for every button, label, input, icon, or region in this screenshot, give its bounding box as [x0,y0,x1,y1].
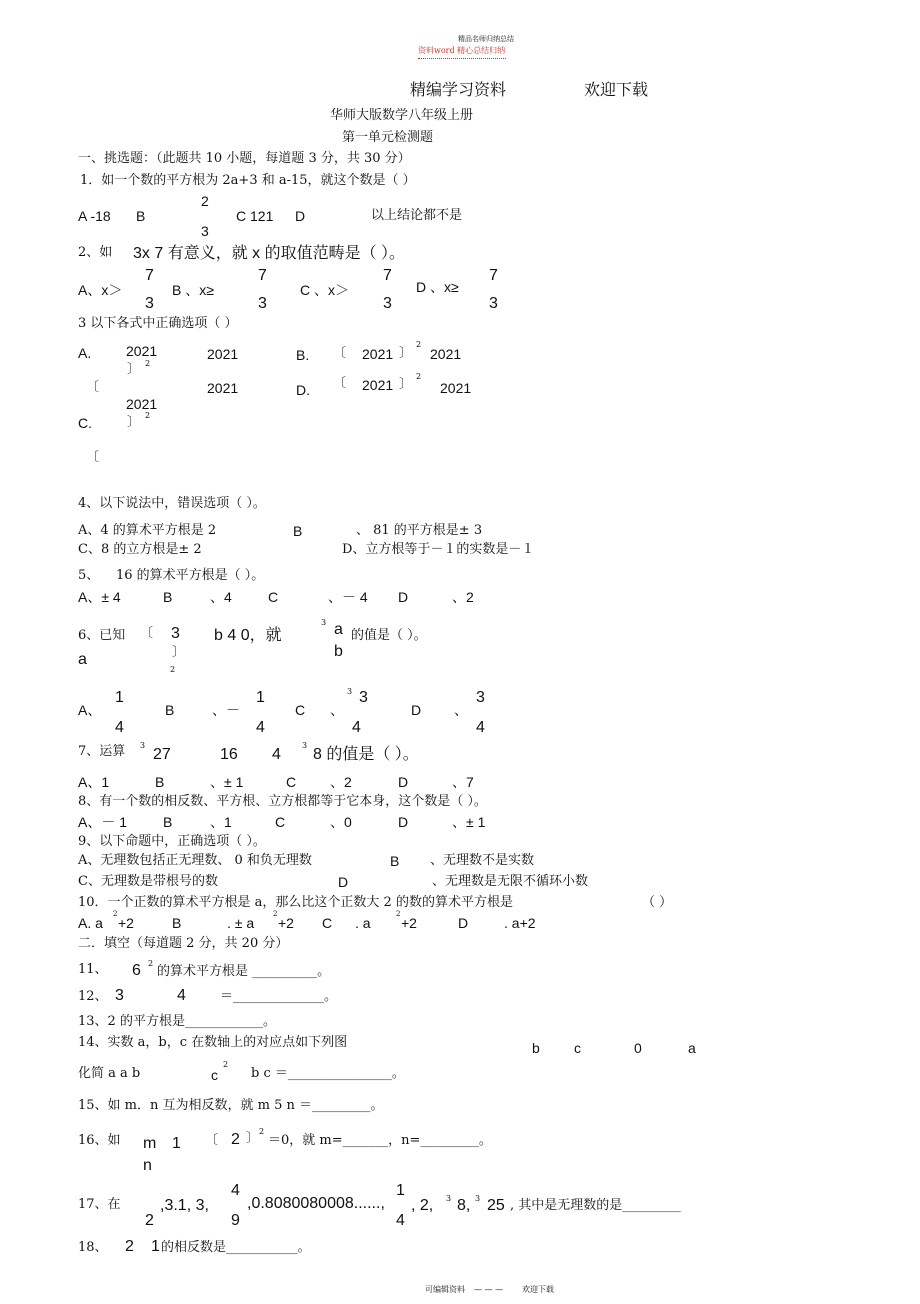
section1-heading: 一、挑选题：（此题共 10 小题，每道题 3 分，共 30 分） [78,151,411,166]
q5-option-c-val: 、－ 4 [328,589,368,605]
q12-pre: 12、 [78,989,108,1004]
q3-stem: 3 以下各式中正确选项（ ） [78,316,238,331]
banner-right: 欢迎下载 [584,80,649,99]
red-dotted-line [418,58,506,59]
q9-stem: 9、以下命题中，正确选项（ ）。 [78,834,266,849]
q8-option-b: B [163,814,173,830]
q10-option-d: D [458,915,469,931]
q18-two: 2 [125,1238,134,1255]
q9-option-d-text: 、无理数是无限不循环小数 [432,874,589,889]
q1-option-d: D [295,208,306,224]
q2-d-num: 7 [489,267,498,284]
q6-sup: 2 [170,665,176,674]
q7-4: 4 [272,746,281,763]
q1-stem: 1．如一个数的平方根为 2a+3 和 a-15，就这个数是（ ） [80,173,416,188]
q3-d-open: 〔 [333,376,347,391]
q3-c-close: 〕 [127,415,141,430]
q10-b-tail: +2 [278,915,294,931]
q10-a-sup: 2 [113,910,118,918]
q3-d-sup: 2 [416,372,422,381]
q5-option-b-val: 、4 [210,589,232,605]
q16-pre: 16、如 [78,1133,121,1148]
doc-subtitle: 第一单元检测题 [342,130,434,145]
q14-stem: 14、实数 a，b，c 在数轴上的对应点如下列图 [78,1035,348,1050]
q7-27: 27 [153,746,171,763]
q5-option-d: D [398,589,409,605]
q10-b-sup: 2 [273,910,278,918]
q10-c-sup: 2 [396,910,401,918]
q6-frac-top: a [334,621,343,638]
q6-c-num: 3 [359,689,368,706]
q6-c-cube: 3 [347,687,353,696]
q10-option-d-val: . a+2 [504,915,536,931]
q14-simp: 化简 a a b [78,1066,141,1081]
q11-sup: 2 [148,959,154,968]
q8-stem: 8、有一个数的相反数、平方根、立方根都等于它本身，这个数是（ ）。 [78,794,487,809]
q9-option-d: D [338,874,349,890]
q5-option-c: C [268,589,279,605]
q3-option-c: C. [78,415,92,431]
q16-two: 2 [231,1131,240,1148]
banner-left: 精编学习资料 [410,80,507,99]
q10-stem: 10．一个正数的算术平方根是 a，那么比这个正数大 2 的数的算术平方根是 [78,895,513,910]
q3-d-close: 〕 [399,377,413,392]
q11-post: 的算术平方根是 __________。 [157,964,331,979]
q17-pre: 17、在 [78,1197,121,1212]
q9-option-a: A、无理数包括正无理数、 0 和负无理数 [78,853,312,868]
q10-option-a: A. a [78,915,103,931]
q6-three: 3 [171,625,180,642]
q10-a-tail: +2 [118,915,134,931]
q17-post: , 其中是无理数的是_________ [510,1198,681,1213]
q17-f3-den: 4 [396,1212,405,1229]
q2-b-den: 3 [258,295,267,312]
q10-option-c: C [322,915,333,931]
q14-sup: 2 [223,1060,229,1069]
footer-left: 可编辑资料 [425,1285,465,1294]
q6-a-num: 1 [115,689,124,706]
q2-option-b: B 、x≥ [172,282,214,298]
q16-m: m [143,1135,157,1152]
section2-heading: 二．填空（每道题 2 分，共 20 分） [78,936,289,951]
q7-option-a: A、1 [78,774,110,790]
q4-option-d: D、立方根等于－１的实数是－１ [342,542,535,557]
q7-option-c-val: 、2 [330,774,352,790]
q3-b-sup: 2 [416,340,422,349]
red-note: 资料word 精心总结归纳 [418,46,506,55]
q2-option-c: C 、x＞ [300,282,349,298]
q5-option-b: B [163,589,173,605]
q6-b-den: 4 [256,719,265,736]
q6-a-den: 4 [115,719,124,736]
q17-f2-num: 4 [231,1182,240,1199]
q2-d-den: 3 [489,295,498,312]
footer-mid: — — — [474,1285,504,1294]
q4-option-c: C、8 的立方根是± 2 [78,542,202,557]
q6-d-den: 4 [476,719,485,736]
q6-option-c-sign: 、 [330,702,344,718]
q7-cube1: 3 [140,741,146,750]
q17-list1: ,3.1, 3, [160,1197,209,1214]
q7-option-b-val: 、± 1 [210,774,244,790]
footer-right: 欢迎下载 [522,1285,554,1294]
q4-option-a: A、4 的算术平方根是 2 [78,523,217,538]
q1-option-c: C 121 [236,208,274,224]
q14-axis-a: a [688,1040,696,1056]
q7-option-d: D [398,774,409,790]
q14-tail: b c ＝________________。 [251,1066,405,1081]
q15-stem: 15、如 m．n 互为相反数，就 m 5 n ＝_________。 [78,1098,384,1113]
q17-e1: 8, [457,1197,471,1214]
q17-f3-num: 1 [396,1182,405,1199]
q7-16: 16 [220,746,238,763]
q3-b-open: 〔 [333,346,347,361]
q9-option-c: C、无理数是带根号的数 [78,874,218,889]
q8-option-b-val: 、1 [210,814,232,830]
q11-pre: 11、 [78,962,108,977]
q8-option-c-val: 、0 [330,814,352,830]
q3-option-d: D. [296,382,310,398]
q16-n: n [143,1157,152,1174]
q3-a-open: 〔 [86,380,100,395]
q4-option-b-text: 、 81 的平方根是± 3 [356,523,483,538]
q17-list2: ,0.8080080008......, [247,1195,385,1212]
q6-option-c: C [295,702,306,718]
q6-option-d-sign: 、 [454,702,468,718]
q16-sup: 2 [259,1127,265,1136]
q17-list3: , 2, [411,1197,434,1214]
q14-axis-c: c [574,1040,581,1056]
q8-option-c: C [275,814,286,830]
q3-a-close: 〕 [127,362,141,377]
q6-option-d: D [411,702,422,718]
q2-b-num: 7 [258,267,267,284]
q3-a-rhs: 2021 [207,346,239,362]
q17-cube2: 3 [475,1194,481,1203]
q2-a-num: 7 [145,267,154,284]
q5-option-d-val: 、2 [452,589,474,605]
doc-title: 华师大版数学八年级上册 [330,108,474,123]
q16-close: 〕 [246,1131,260,1146]
q6-var-a: a [78,651,87,668]
q2-c-den: 3 [383,295,392,312]
q10-c-tail: +2 [401,915,417,931]
q12-four: 4 [177,987,186,1004]
q17-cube1: 3 [446,1194,452,1203]
q3-a-val: 2021 [126,343,158,359]
q6-option-a: A、 [78,702,102,718]
q18-post: 的相反数是___________。 [161,1240,311,1255]
q17-f1-den: 2 [145,1212,154,1229]
q7-cube2: 3 [302,741,308,750]
q10-option-c-val: . a [355,915,371,931]
q10-option-b-val: . ± a [227,915,255,931]
q10-option-b: B [172,915,182,931]
top-note: 精品名师归纳总结 [458,35,514,43]
q13-stem: 13、2 的平方根是____________。 [78,1014,276,1029]
q9-option-b-text: 、无理数不是实数 [430,853,535,868]
q3-a-sup: 2 [145,359,151,368]
q1-frac-den: 3 [201,223,209,239]
q3-c-sup: 2 [145,411,151,420]
q6-d-num: 3 [476,689,485,706]
q2-c-num: 7 [383,267,392,284]
q3-b-val: 2021 [362,346,394,362]
q6-option-b: B [165,702,175,718]
q8-option-d: D [398,814,409,830]
q12-post: ＝______________。 [220,989,338,1004]
q6-pre: 6、已知 [78,628,126,643]
q16-post: ＝0，就 m=_______，n=_________。 [268,1133,492,1148]
q3-option-b: B. [296,347,310,363]
q1-option-a: A -18 [78,208,111,224]
q6-open: 〔 [140,626,154,641]
q7-option-c: C [286,774,297,790]
q5-option-a: A、± 4 [78,589,121,605]
q14-c: c [211,1067,218,1083]
q4-option-b: B [293,523,303,539]
q8-option-d-val: 、± 1 [452,814,486,830]
q14-axis-b: b [532,1040,540,1056]
q6-mid: b 4 0，就 [214,627,282,644]
q1-frac-num: 2 [201,193,209,209]
q6-post: 的值是（ ）。 [351,628,427,643]
q7-option-b: B [155,774,165,790]
q3-d-val: 2021 [362,377,394,393]
q14-axis-0: 0 [634,1040,642,1056]
q3-b-rhs: 2021 [430,346,462,362]
q6-close: 〕 [172,645,186,660]
q6-c-den: 4 [352,719,361,736]
q6-option-b-sign: 、－ [212,702,240,718]
q8-option-a: A、－ 1 [78,814,128,830]
q6-b-num: 1 [256,689,265,706]
q3-c-val: 2021 [126,396,158,412]
q2-a-den: 3 [145,295,154,312]
q1-option-b: B [136,208,146,224]
q3-option-a: A. [78,345,92,361]
q17-f2-den: 9 [231,1212,240,1229]
q12-three: 3 [115,987,124,1004]
q17-e2: 25 [487,1197,505,1214]
q10-paren: （ ） [642,895,673,910]
q6-cube-index: 3 [321,618,327,627]
q2-option-d: D 、x≥ [416,279,459,295]
q2-stem: 3x 7 有意义，就 x 的取值范畴是（ ）。 [133,245,406,262]
q5-stem: 16 的算术平方根是（ ）。 [116,568,265,583]
q3-c-open: 〔 [86,450,100,465]
q16-one: 1 [172,1135,181,1152]
q4-stem: 4、以下说法中，错误选项（ ）。 [78,496,266,511]
q3-c-rhs: 2021 [207,380,239,396]
q7-option-d-val: 、7 [452,774,474,790]
q2-pre: 2、如 [78,245,113,260]
q11-base: 6 [132,962,141,979]
q6-frac-bot: b [334,643,343,660]
q3-d-rhs: 2021 [440,380,472,396]
q3-b-close: 〕 [399,346,413,361]
q16-open: 〔 [205,1133,219,1148]
q18-one: 1 [151,1238,160,1255]
q2-option-a: A、x＞ [78,282,123,298]
q5-pre: 5、 [78,568,100,583]
q9-option-b: B [390,853,400,869]
q1-option-d-text: 以上结论都不是 [371,208,463,223]
q18-pre: 18、 [78,1240,108,1255]
q7-pre: 7、运算 [78,744,126,759]
q7-post: 8 的值是（ ）。 [313,746,419,763]
